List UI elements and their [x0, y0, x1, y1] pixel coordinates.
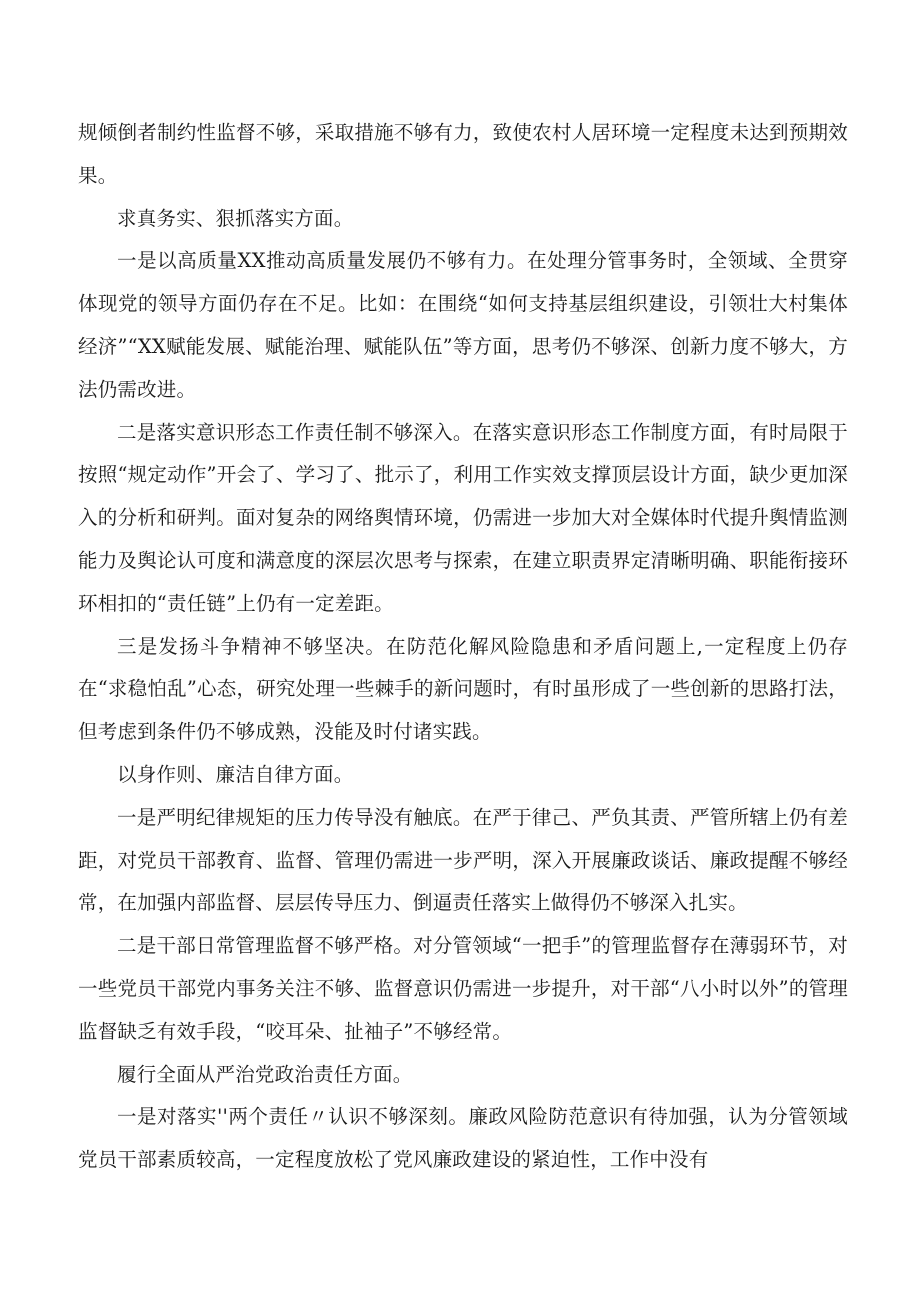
paragraph-10: 一是对落实''两个责任〃认识不够深刻。廉政风险防范意识有待加强，认为分管领域党员干部素质较高，一定程度放松了党风廉政建设的紧迫性，工作中没有: [78, 1105, 848, 1172]
paragraph-4: 二是落实意识形态工作责任制不够深入。在落实意识形态工作制度方面，有时局限于按照“规定动作”开会了、学习了、批示了，利用工作实效支撑顶层设计方面，缺少更加深入的分析和研判。面对复杂的网络舆情环境，仍需进一步加大对全媒体时代提升舆情监测能力及舆论认可度和满意度的深层次思考与探索，在建立职责界定清晰明确、职能衔接环环相扣的“责任链”上仍有一定差距。: [78, 420, 848, 615]
paragraph-5: 三是发扬斗争精神不够坚决。在防范化解风险隐患和矛盾问题上,一定程度上仍存在“求稳怕乱”心态，研究处理一些棘手的新问题时，有时虽形成了一些创新的思路打法，但考虑到条件仍不够成熟，没能及时付诸实践。: [78, 634, 848, 744]
section-heading-party-governance: 履行全面从严治党政治责任方面。: [117, 1062, 413, 1086]
document-body: [78, 112, 848, 1182]
paragraph-1: 规倾倒者制约性监督不够，采取措施不够有力，致使农村人居环境一定程度未达到预期效果。: [78, 121, 848, 187]
paragraph-7: 一是严明纪律规矩的压力传导没有触底。在严于律己、严负其责、严管所辖上仍有差距，对党员干部教育、监督、管理仍需进一步严明，深入开展廉政谈话、廉政提醒不够经常，在加强内部监督、层层传导压力、倒逼责任落实上做得仍不够深入扎实。: [78, 805, 848, 915]
paragraph-8: 二是干部日常管理监督不够严格。对分管领域“一把手”的管理监督存在薄弱环节，对一些党员干部党内事务关注不够、监督意识仍需进一步提升，对干部“八小时以外”的管理监督缺乏有效手段，“咬耳朵、扯袖子”不够经常。: [78, 934, 848, 1043]
paragraph-3: 一是以高质量XX推动高质量发展仍不够有力。在处理分管事务时，全领域、全贯穿体现党的领导方面仍存在不足。比如：在围绕“如何支持基层组织建设，引领壮大村集体经济”“XX赋能发展、赋能治理、赋能队伍”等方面，思考仍不够深、创新力度不够大，方法仍需改进。: [78, 249, 848, 401]
section-heading-practical: 求真务实、狠抓落实方面。: [117, 206, 354, 230]
section-heading-integrity: 以身作则、廉洁自律方面。: [117, 762, 354, 786]
